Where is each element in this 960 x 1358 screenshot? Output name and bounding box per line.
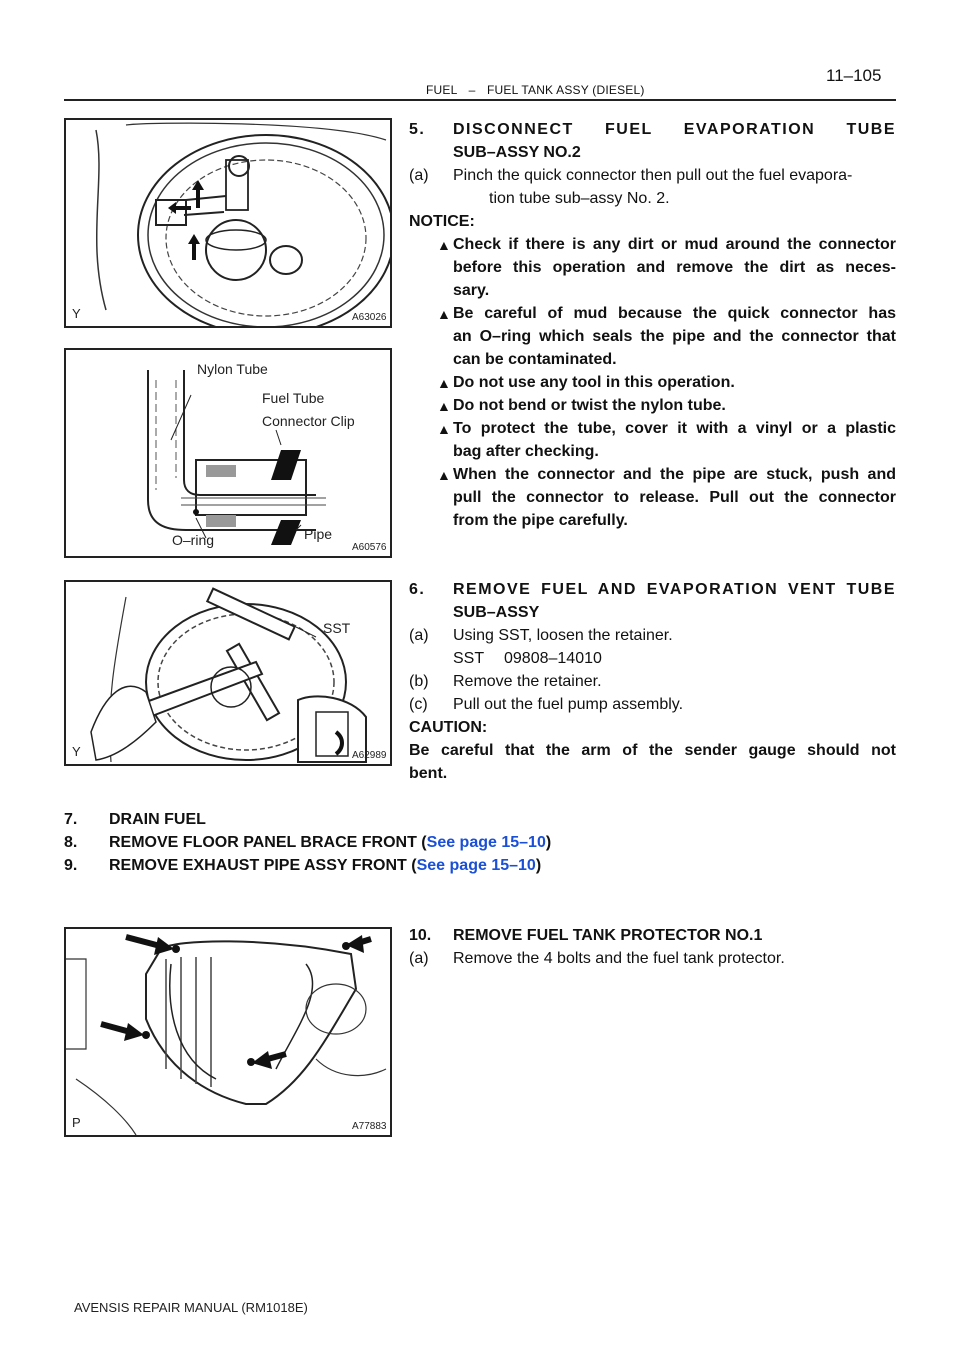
notice-6-line1: When the connector and the pipe are stuck, push and (453, 466, 896, 483)
step9-page-link[interactable]: See page 15–10 (416, 857, 536, 874)
notice-label: NOTICE: (409, 213, 475, 230)
figure-code: A63026 (352, 312, 387, 323)
step10a-text: Remove the 4 bolts and the fuel tank protector. (453, 950, 785, 967)
triangle-bullet-icon: ▲ (437, 237, 451, 253)
header-separator: – (468, 83, 476, 97)
figure-fuel-tank-protector (64, 927, 392, 1137)
step9-line (109, 854, 541, 877)
step6b-text: Remove the retainer. (453, 673, 602, 690)
step5a-label: (a) (409, 167, 429, 184)
notice-1-line1: Check if there is any dirt or mud around the connector (453, 236, 896, 253)
footer-manual-id: AVENSIS REPAIR MANUAL (RM1018E) (74, 1300, 308, 1315)
step6c-label: (c) (409, 696, 428, 713)
notice-2-line1: Be careful of mud because the quick connector has (453, 305, 896, 322)
step10a-label: (a) (409, 950, 429, 967)
notice-6-line3: from the pipe carefully. (453, 512, 628, 529)
step6c-text: Pull out the fuel pump assembly. (453, 696, 684, 713)
notice-5-line2: bag after checking. (453, 443, 599, 460)
triangle-bullet-icon: ▲ (437, 398, 451, 414)
triangle-bullet-icon: ▲ (437, 421, 451, 437)
step9-text: REMOVE EXHAUST PIPE ASSY FRONT ( (109, 857, 417, 874)
notice-2-line2: an O–ring which seals the pipe and the connector that (453, 328, 896, 345)
step6a-text: Using SST, loosen the retainer. (453, 627, 673, 644)
notice-1-line3: sary. (453, 282, 490, 299)
triangle-bullet-icon: ▲ (437, 467, 451, 483)
sst-label: SST (453, 650, 485, 667)
figure-code: A62989 (352, 750, 387, 761)
notice-6-line2: pull the connector to release. Pull out the connector (453, 489, 896, 506)
step9-number: 9. (64, 857, 78, 874)
header-rule (64, 99, 896, 101)
step9-close: ) (535, 857, 542, 874)
page-number: 11–105 (826, 66, 882, 85)
figure-fuel-pump-top (64, 118, 392, 328)
step6-title-line2: SUB–ASSY (453, 604, 540, 621)
header-section: FUEL (426, 83, 458, 97)
step6-number: 6. (409, 581, 426, 598)
step8-text: REMOVE FLOOR PANEL BRACE FRONT ( (109, 834, 427, 851)
step8-close: ) (545, 834, 552, 851)
figure-sst-retainer (64, 580, 392, 766)
label-o-ring: O–ring (172, 532, 215, 548)
figure-sst-retainer-drawing (66, 582, 390, 764)
step8-line (109, 831, 551, 854)
label-fuel-tube: Fuel Tube (262, 390, 325, 406)
caution-label: CAUTION: (409, 719, 488, 736)
label-pipe: Pipe (304, 526, 333, 542)
step5-title-line1: DISCONNECT FUEL EVAPORATION TUBE (453, 121, 896, 138)
step6b-label: (b) (409, 673, 429, 690)
figure-fuel-tank-protector-drawing (66, 929, 390, 1135)
sst-number: 09808–14010 (504, 650, 602, 667)
step5a-line2: tion tube sub–assy No. 2. (489, 190, 670, 207)
figure-fuel-pump-top-drawing (66, 120, 390, 326)
figure-view-letter: P (72, 1115, 81, 1130)
step8-page-link[interactable]: See page 15–10 (426, 834, 546, 851)
figure-code: A77883 (352, 1121, 387, 1132)
figure-quick-connector-drawing (66, 350, 390, 556)
step7-number: 7. (64, 811, 78, 828)
figure-view-letter: Y (72, 744, 81, 759)
header-title: FUEL TANK ASSY (DIESEL) (487, 83, 645, 97)
notice-3-line1: Do not use any tool in this operation. (453, 374, 735, 391)
label-sst: SST (323, 620, 351, 636)
caution-line2: bent. (409, 765, 448, 782)
step8-number: 8. (64, 834, 78, 851)
notice-4-line1: Do not bend or twist the nylon tube. (453, 397, 726, 414)
step10-number: 10. (409, 927, 432, 944)
triangle-bullet-icon: ▲ (437, 306, 451, 322)
figure-view-letter: Y (72, 306, 81, 321)
figure-quick-connector (64, 348, 392, 558)
step6-title-line1: REMOVE FUEL AND EVAPORATION VENT TUBE (453, 581, 896, 598)
step5-number: 5. (409, 121, 426, 138)
notice-2-line3: can be contaminated. (453, 351, 617, 368)
running-header (426, 83, 645, 97)
caution-line1: Be careful that the arm of the sender gauge should not (409, 742, 896, 759)
step5a-line1: Pinch the quick connector then pull out the fuel evapora- (453, 167, 853, 184)
figure-code: A60576 (352, 542, 387, 553)
step5-title-line2: SUB–ASSY NO.2 (453, 144, 581, 161)
label-connector-clip: Connector Clip (262, 413, 355, 429)
triangle-bullet-icon: ▲ (437, 375, 451, 391)
step10-text: REMOVE FUEL TANK PROTECTOR NO.1 (453, 927, 763, 944)
notice-1-line2: before this operation and remove the dirt as neces- (453, 259, 896, 276)
label-nylon-tube: Nylon Tube (197, 361, 268, 377)
notice-5-line1: To protect the tube, cover it with a vinyl or a plastic (453, 420, 896, 437)
step7-text: DRAIN FUEL (109, 811, 206, 828)
step6a-label: (a) (409, 627, 429, 644)
